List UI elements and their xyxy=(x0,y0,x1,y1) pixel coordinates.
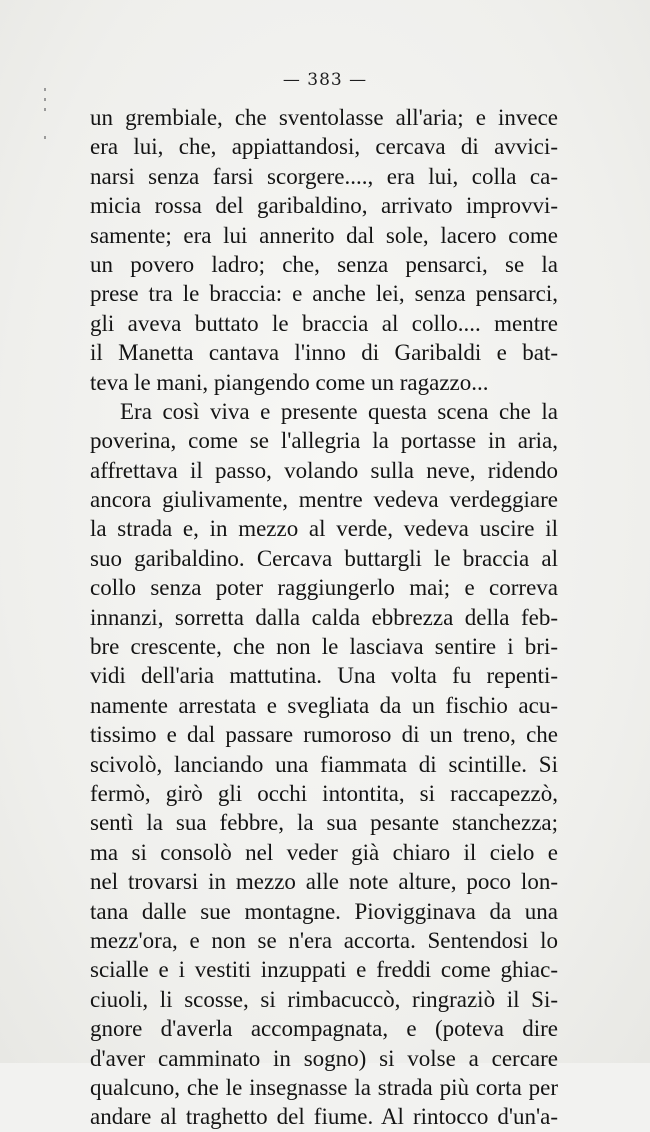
text-line: bre crescente, che non le lasciava sentire i bri- xyxy=(90,634,558,660)
text-line: gnore d'averla accompagnata, e (poteva dire xyxy=(90,1016,558,1042)
text-line: la strada e, in mezzo al verde, vedeva uscire il xyxy=(90,516,558,542)
text-line: vidi dell'aria mattutina. Una volta fu repenti- xyxy=(90,663,558,689)
margin-marks xyxy=(40,88,50,148)
text-line: nel trovarsi in mezzo alle note alture, poco lon- xyxy=(90,869,558,895)
text-line: tissimo e dal passare rumoroso di un treno, che xyxy=(90,722,558,748)
text-line: samente; era lui annerito dal sole, lacero come xyxy=(90,222,558,248)
text-line: collo senza poter raggiungerlo mai; e correva xyxy=(90,575,558,601)
text-line: prese tra le braccia: e anche lei, senza pensarci, xyxy=(90,281,558,307)
text-line: qualcuno, che le insegnasse la strada più corta per xyxy=(90,1074,558,1100)
text-line: era lui, che, appiattandosi, cercava di avvici- xyxy=(90,134,558,160)
text-line: micia rossa del garibaldino, arrivato improvvi- xyxy=(90,193,558,219)
body-text xyxy=(90,103,558,1132)
text-line: scivolò, lanciando una fiammata di scintille. Si xyxy=(90,751,558,777)
text-line: teva le mani, piangendo come un ragazzo... xyxy=(90,369,489,395)
text-line: sentì la sua febbre, la sua pesante stanchezza; xyxy=(90,810,558,836)
text-line: poverina, come se l'allegria la portasse in aria, xyxy=(90,428,558,454)
text-line: ciuoli, li scosse, si rimbacuccò, ringraziò il Si- xyxy=(90,986,558,1012)
page-number: — 383 — xyxy=(282,70,368,90)
text-line: andare al traghetto del fiume. Al rintocco d'un'a- xyxy=(90,1104,558,1130)
margin-dot xyxy=(44,108,46,111)
text-line: narsi senza farsi scorgere...., era lui, colla ca- xyxy=(90,163,558,189)
text-line: gli aveva buttato le braccia al collo.... mentre xyxy=(90,310,558,336)
margin-dot xyxy=(44,98,46,101)
text-line: scialle e i vestiti inzuppati e freddi come ghiac- xyxy=(90,957,558,983)
margin-dot xyxy=(44,136,46,139)
text-line: ma si consolò nel veder già chiaro il cielo e xyxy=(90,839,558,865)
text-line: fermò, girò gli occhi intontita, si raccapezzò, xyxy=(90,780,558,806)
text-line: ancora giulivamente, mentre vedeva verdeggiare xyxy=(90,487,558,513)
text-line: innanzi, sorretta dalla calda ebbrezza della feb- xyxy=(90,604,558,630)
text-line: suo garibaldino. Cercava buttargli le braccia al xyxy=(90,545,558,571)
text-line: d'aver camminato in sogno) si volse a cercare xyxy=(90,1045,558,1071)
text-line: mezz'ora, e non se n'era accorta. Sentendosi lo xyxy=(90,927,558,953)
text-line: namente arrestata e svegliata da un fischio acu- xyxy=(90,692,558,718)
text-line: tana dalle sue montagne. Piovigginava da una xyxy=(90,898,558,924)
text-line: Era così viva e presente questa scena che la xyxy=(120,398,558,424)
text-line: il Manetta cantava l'inno di Garibaldi e bat- xyxy=(90,340,558,366)
text-line: affrettava il passo, volando sulla neve, ridendo xyxy=(90,457,558,483)
text-line: un grembiale, che sventolasse all'aria; e invece xyxy=(90,105,558,130)
text-line: un povero ladro; che, senza pensarci, se la xyxy=(90,251,558,277)
